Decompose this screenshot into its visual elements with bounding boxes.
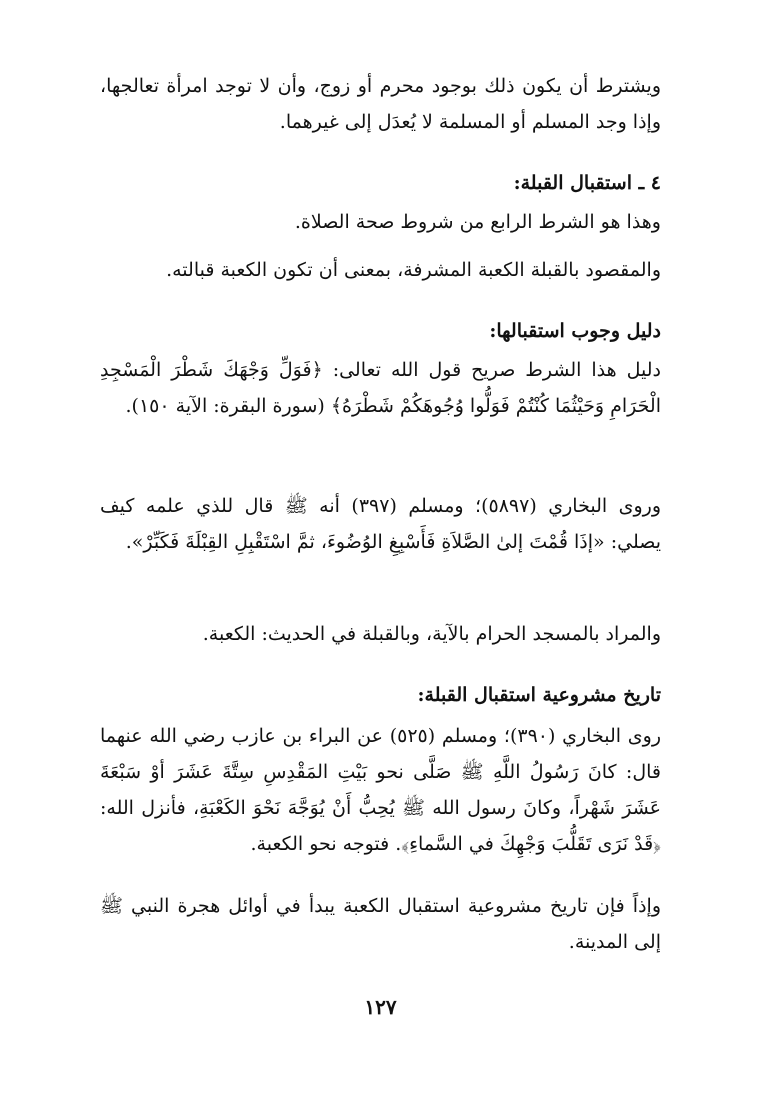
section-heading-history: تاريخ مشروعية استقبال القبلة: (417, 684, 661, 706)
paragraph-quran-evidence: دليل هذا الشرط صريح قول الله تعالى: ﴿فَوَلِّ وَجْهَكَ شَطْرَ الْمَسْجِدِ الْحَرَامِ وَحَيْثُمَا كُنْتُمْ فَوَلُّوا وُجُوهَكُمْ شَطْرَهُ﴾ (سورة البقرة: الآية ١٥٠). (100, 359, 661, 418)
paragraph-meaning-of-terms: والمراد بالمسجد الحرام بالآية، وبالقبلة في الحديث: الكعبة. (202, 623, 661, 645)
section-heading-qibla: ٤ ـ استقبال القبلة: (513, 172, 661, 194)
paragraph-history-conclusion: وإذاً فإن تاريخ مشروعية استقبال الكعبة يبدأ في أوائل هجرة النبي ﷺ إلى المدينة. (100, 895, 661, 954)
page-number: ١٢٧ (364, 995, 397, 1019)
paragraph-fourth-condition: وهذا هو الشرط الرابع من شروط صحة الصلاة. (294, 211, 661, 233)
paragraph-bara-narration: روى البخاري (٣٩٠)؛ ومسلم (٥٢٥) عن البراء بن عازب رضي الله عنهما قال: كانَ رَسُولُ اللَّهِ ﷺ صَلَّى نحو بَيْتِ المَقْدِسِ سِتَّةَ عَشَرَ أوْ سَبْعَةَ عَشَرَ شَهْراً، وكانَ رسول الله ﷺ يُحِبُّ أَنْ يُوَجَّهَ نَحْوَ الكَعْبَةِ، فأنزل الله: ﴿قَدْ نَرَى تَقَلُّبَ وَجْهِكَ في السَّماءِ﴾. فتوجه نحو الكعبة. (100, 725, 662, 856)
paragraph-companion-condition: ويشترط أن يكون ذلك بوجود محرم أو زوج، وأن لا توجد امرأة تعالجها، وإذا وجد المسلم أو المسلمة لا يُعدَل إلى غيرهما. (100, 75, 661, 134)
paragraph-qibla-meaning: والمقصود بالقبلة الكعبة المشرفة، بمعنى أن تكون الكعبة قبالته. (166, 259, 661, 281)
section-heading-evidence: دليل وجوب استقبالها: (489, 320, 661, 342)
paragraph-hadith-evidence: وروى البخاري (٥٨٩٧)؛ ومسلم (٣٩٧) أنه ﷺ قال للذي علمه كيف يصلي: «إذَا قُمْتَ إلىٰ الصَّلاَةِ فَأَسْبِغِ الوُضُوءَ، ثمَّ اسْتَقْبِلِ القِبْلَةَ فَكَبِّرْ». (100, 495, 662, 554)
